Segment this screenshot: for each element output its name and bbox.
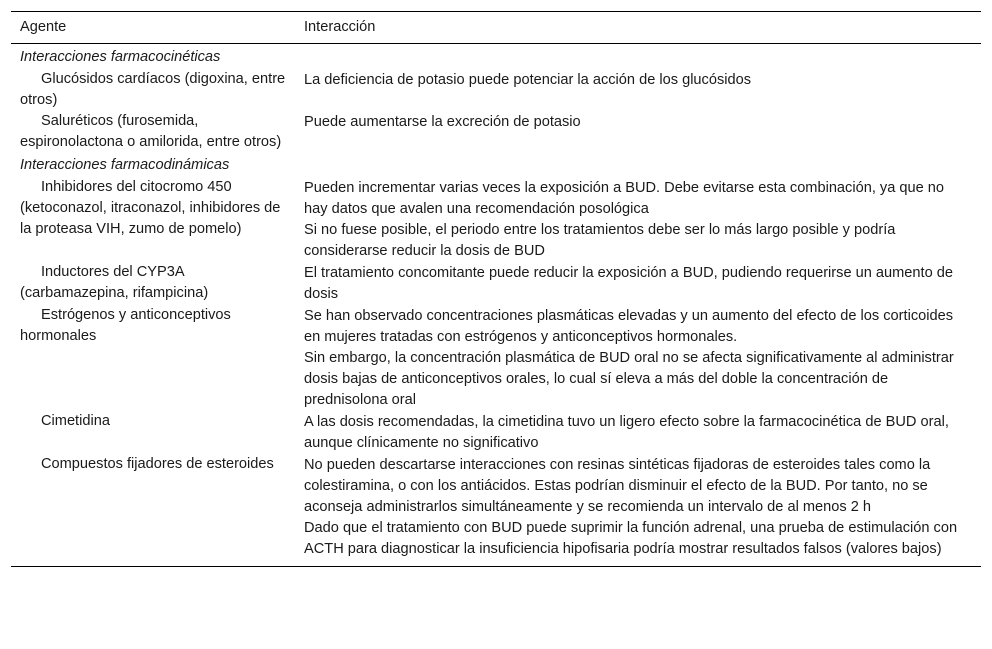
interaction-text: Dado que el tratamiento con BUD puede suprimir la función adrenal, una prueba de estimulación con ACTH para diagnosticar la insuficiencia hipofisaria podría mostrar resultados falsos (valores bajos) <box>304 520 958 557</box>
section-row-pharmacodynamic <box>11 155 981 177</box>
agent-cell: Estrógenos y anticonceptivos hormonales <box>20 307 231 344</box>
table-row <box>11 411 981 454</box>
interaction-cell <box>295 111 981 155</box>
agent-cell: Inhibidores del citocromo 450 (ketoconazol, itraconazol, inhibidores de la proteasa VIH, zumo de pomelo) <box>20 179 281 237</box>
interaction-text: Puede aumentarse la excreción de potasio <box>304 114 581 130</box>
interaction-cell <box>295 305 981 411</box>
table-body <box>11 44 981 567</box>
interaction-text: Si no fuese posible, el periodo entre los tratamientos debe ser lo más largo posible y podría considerarse reducir la dosis de BUD <box>304 222 896 259</box>
section-row-pharmacokinetic <box>11 44 981 70</box>
interaction-cell <box>295 411 981 454</box>
drug-interactions-table <box>11 11 981 567</box>
interaction-text: El tratamiento concomitante puede reducir la exposición a BUD, pudiendo requerirse un aumento de dosis <box>304 265 953 302</box>
table-row <box>11 454 981 567</box>
column-header-interaction: Interacción <box>304 19 376 35</box>
interaction-text: Sin embargo, la concentración plasmática de BUD oral no se afecta significativamente al administrar dosis bajas de anticonceptivos orales, lo cual sí eleva a más del doble la concentración de prednisolona oral <box>304 350 954 408</box>
header-row <box>11 12 981 44</box>
agent-cell: Saluréticos (furosemida, espironolactona o amilorida, entre otros) <box>20 113 282 150</box>
table-row <box>11 305 981 411</box>
agent-cell: Cimetidina <box>41 413 110 429</box>
table-row <box>11 111 981 155</box>
agent-cell: Inductores del CYP3A (carbamazepina, rifampicina) <box>20 264 209 301</box>
section-title: Interacciones farmacocinéticas <box>20 49 221 65</box>
column-header-agent: Agente <box>20 19 67 35</box>
table-row <box>11 262 981 305</box>
interaction-text: La deficiencia de potasio puede potenciar la acción de los glucósidos <box>304 72 752 88</box>
interaction-cell <box>295 454 981 567</box>
interaction-cell <box>295 69 981 111</box>
agent-cell: Compuestos fijadores de esteroides <box>41 456 274 472</box>
interaction-text: No pueden descartarse interacciones con resinas sintéticas fijadoras de esteroides tales como la colestiramina, o con los antiácidos. Estas podrían disminuir el efecto de la BUD. Por tanto, no se aconseja administrarlos simultáneamente y se recomienda un intervalo de al menos 2 h <box>304 457 931 515</box>
drug-interactions-table-container <box>11 11 981 567</box>
section-title: Interacciones farmacodinámicas <box>20 157 230 173</box>
table-row <box>11 177 981 262</box>
agent-cell: Glucósidos cardíacos (digoxina, entre otros) <box>20 71 286 108</box>
table-header <box>11 12 981 44</box>
interaction-cell <box>295 177 981 262</box>
interaction-text: Pueden incrementar varias veces la exposición a BUD. Debe evitarse esta combinación, ya que no hay datos que avalen una recomendación posológica <box>304 180 945 217</box>
interaction-cell <box>295 262 981 305</box>
interaction-text: Se han observado concentraciones plasmáticas elevadas y un aumento del efecto de los corticoides en mujeres tratadas con estrógenos y anticonceptivos hormonales. <box>304 308 954 345</box>
table-row <box>11 69 981 111</box>
interaction-text: A las dosis recomendadas, la cimetidina tuvo un ligero efecto sobre la farmacocinética de BUD oral, aunque clínicamente no significativo <box>304 414 949 451</box>
